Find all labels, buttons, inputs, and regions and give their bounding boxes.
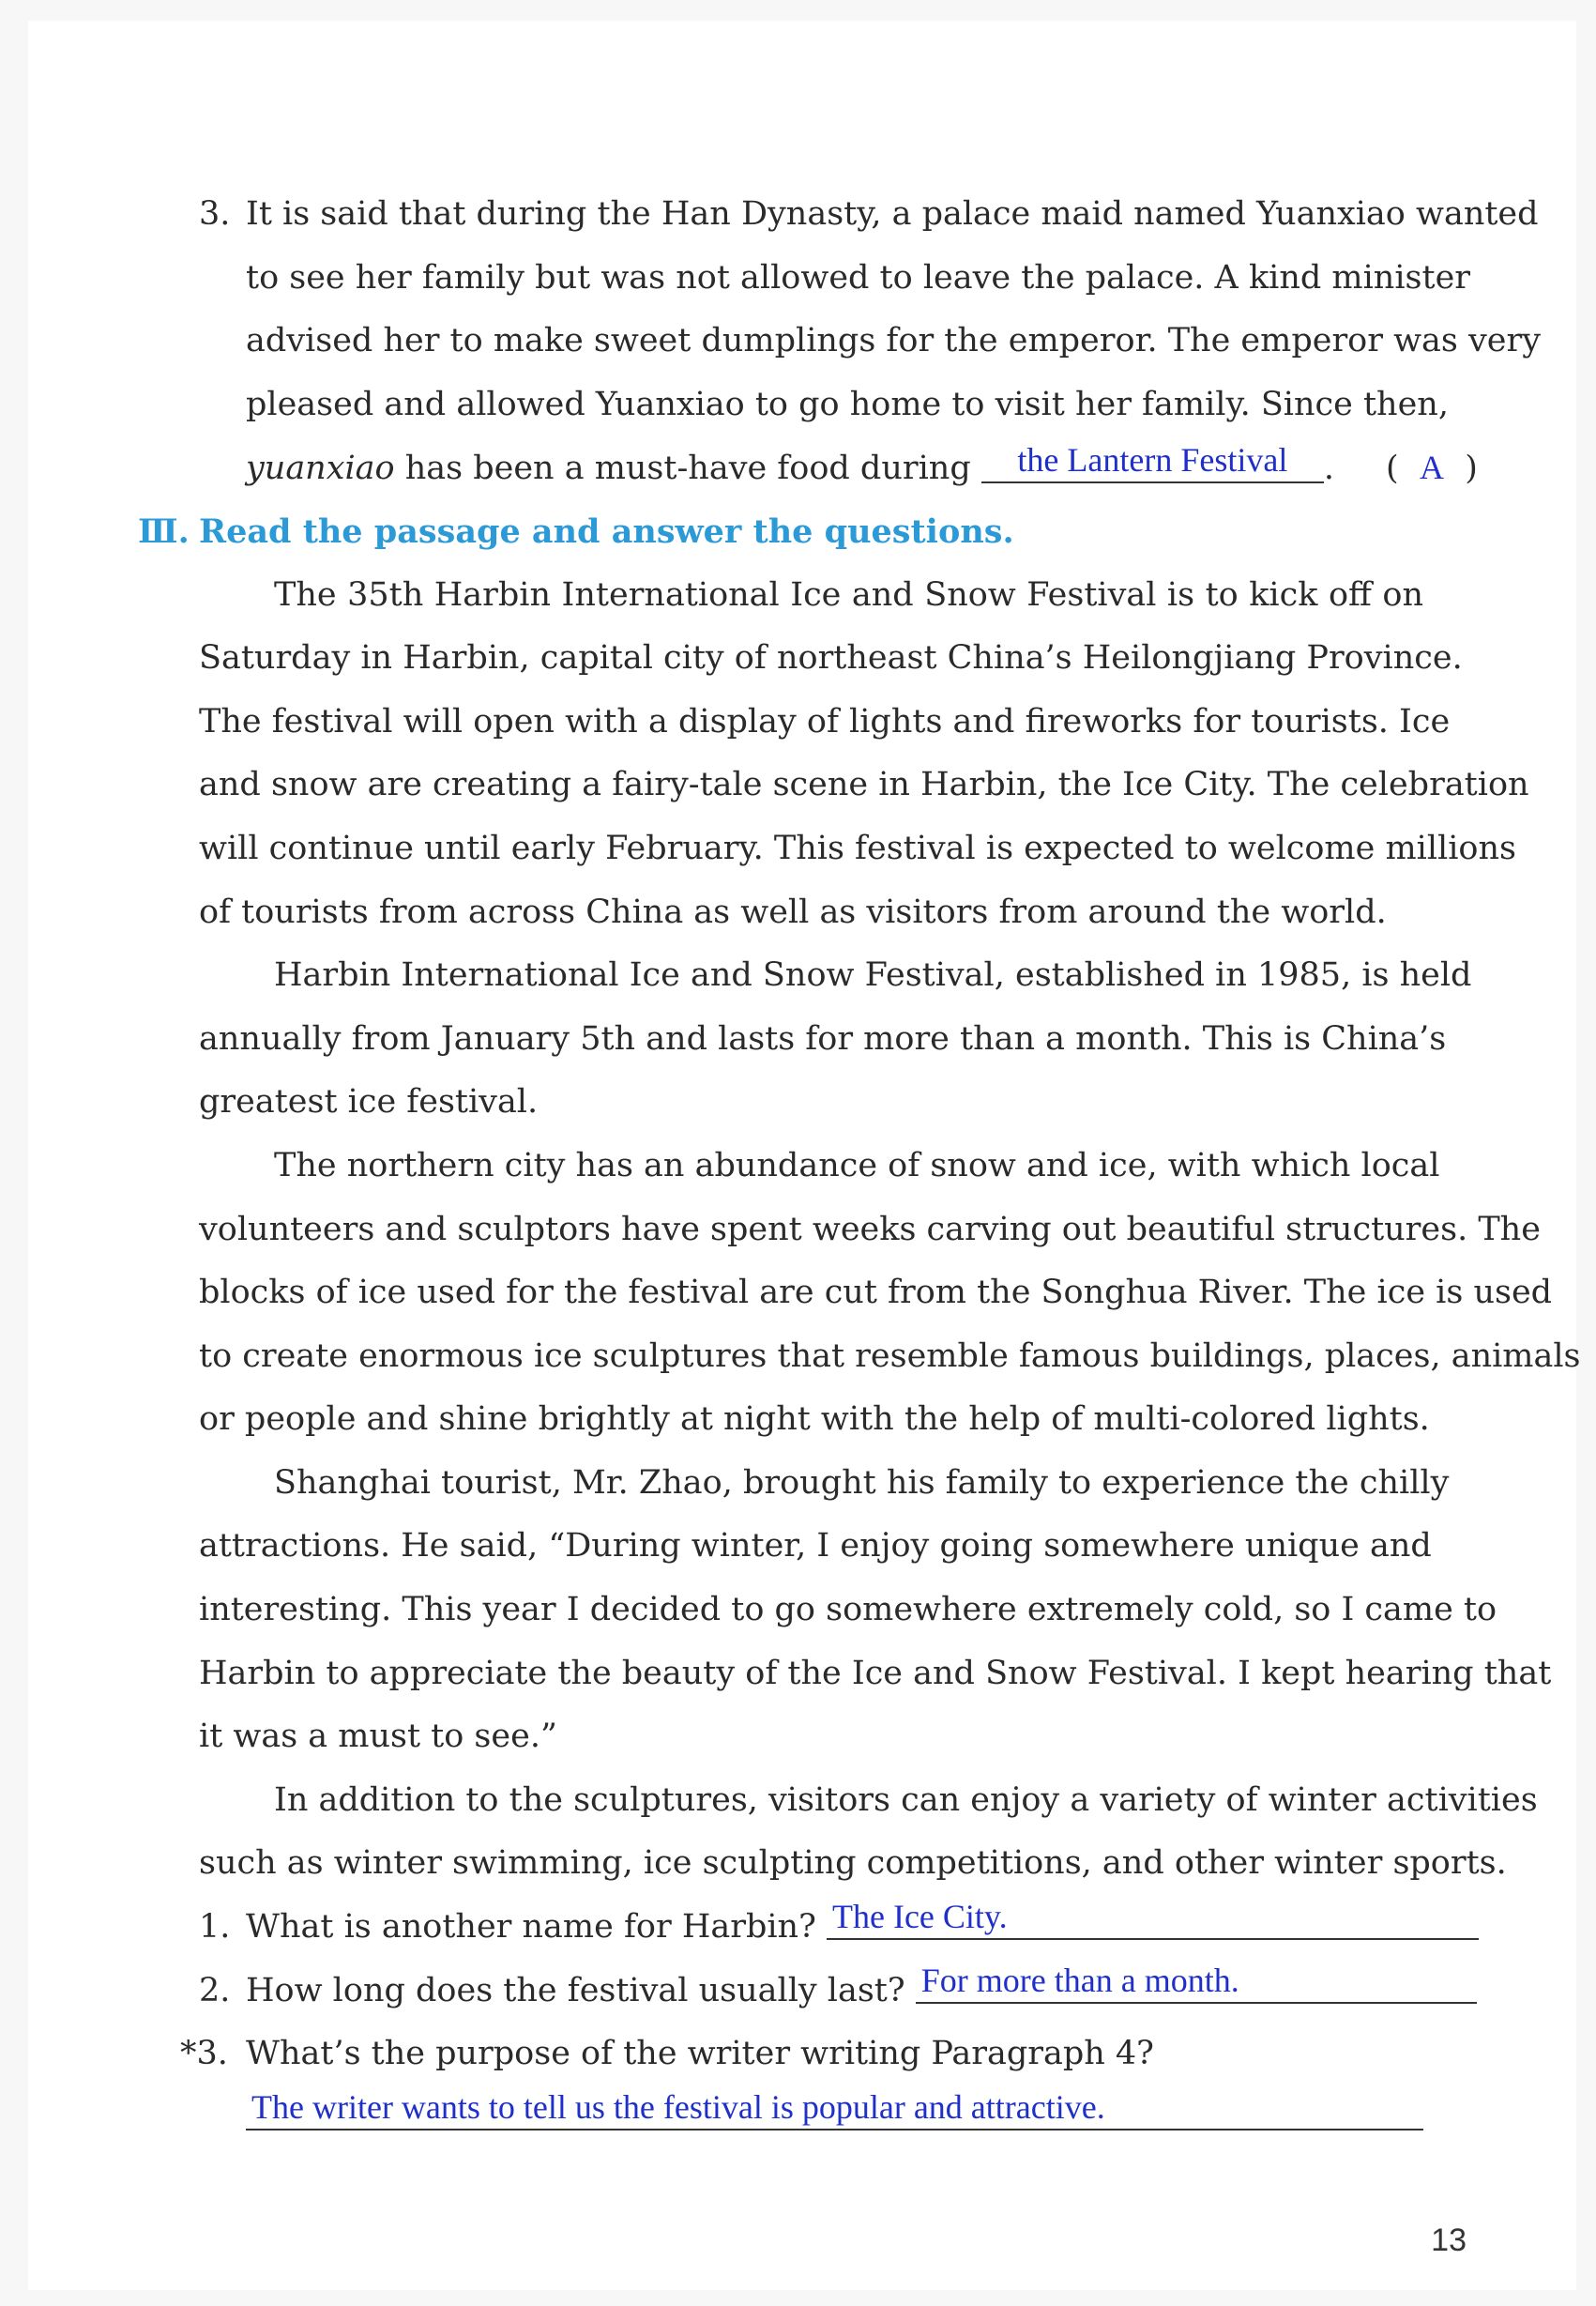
p3-line-3: blocks of ice used for the festival are cut from the Songhua River. The ice is used	[199, 1274, 1553, 1312]
q3-number: 3.	[199, 195, 231, 233]
question-2-number: 2.	[199, 1971, 231, 2009]
question-3-number: *3.	[180, 2035, 228, 2073]
choice-close-paren: )	[1465, 450, 1478, 488]
p4-line-1: Shanghai tourist, Mr. Zhao, brought his family to experience the chilly	[274, 1463, 1450, 1502]
question-1	[199, 1896, 1423, 1960]
p3-line-5: or people and shine brightly at night with the help of multi-colored lights.	[199, 1400, 1430, 1439]
section-roman-numeral: Ⅲ.	[138, 512, 190, 551]
p3-line-2: volunteers and sculptors have spent weeks carving out beautiful structures. The	[199, 1210, 1541, 1248]
q3-italic-word: yuanxiao	[246, 450, 395, 488]
p1-line-1: The 35th Harbin International Ice and Snow Festival is to kick off on	[274, 575, 1423, 614]
p1-line-3: The festival will open with a display of lights and fireworks for tourists. Ice	[199, 702, 1451, 741]
q3-choice[interactable]	[1386, 450, 1478, 487]
q3-text-1: It is said that during the Han Dynasty, a palace maid named Yuanxiao wanted	[246, 195, 1539, 233]
p5-line-1: In addition to the sculptures, visitors can enjoy a variety of winter activities	[274, 1780, 1538, 1819]
question-1-number: 1.	[199, 1908, 231, 1947]
p1-line-2: Saturday in Harbin, capital city of northeast China’s Heilongjiang Province.	[199, 639, 1463, 678]
p3-line-1: The northern city has an abundance of snow and ice, with which local	[274, 1146, 1440, 1184]
q3-line-1	[199, 183, 1539, 247]
q3-blank[interactable]	[981, 439, 1324, 483]
q3-line-5	[199, 436, 1478, 500]
p2-line-1: Harbin International Ice and Snow Festival, established in 1985, is held	[274, 956, 1472, 995]
question-3	[180, 2023, 1423, 2086]
question-3-answer: The writer wants to tell us the festival is popular and attractive.	[251, 2087, 1105, 2126]
question-2	[199, 1960, 1423, 2023]
q3-choice-answer: A	[1419, 449, 1444, 487]
p5-line-2: such as winter swimming, ice sculpting competitions, and other winter sports.	[199, 1844, 1507, 1883]
question-3-answer-line[interactable]	[246, 2086, 1423, 2130]
question-1-answer-line[interactable]	[827, 1896, 1479, 1940]
question-2-text: How long does the festival usually last?	[246, 1971, 905, 2009]
p2-line-2: annually from January 5th and lasts for more than a month. This is China’s	[199, 1019, 1447, 1058]
page-number: 13	[1431, 2222, 1467, 2258]
section-title: Read the passage and answer the questions.	[199, 512, 1014, 551]
p4-line-2: attractions. He said, “During winter, I enjoy going somewhere unique and	[199, 1527, 1432, 1565]
p1-line-4: and snow are creating a fairy-tale scene in Harbin, the Ice City. The celebration	[199, 766, 1529, 804]
question-2-answer-line[interactable]	[916, 1960, 1477, 2004]
section-heading	[138, 500, 1423, 564]
question-3-answer-row	[199, 2086, 1423, 2150]
q3-blank-answer: the Lantern Festival	[1017, 441, 1288, 480]
p2-line-3: greatest ice festival.	[199, 1083, 539, 1122]
question-1-answer: The Ice City.	[832, 1898, 1008, 1936]
page-content	[138, 183, 1581, 2149]
q3-line-4: pleased and allowed Yuanxiao to go home to visit her family. Since then,	[246, 385, 1449, 423]
p1-line-5: will continue until early February. This festival is expected to welcome millions	[199, 829, 1516, 867]
q3-text-5: has been a must-have food during	[394, 450, 981, 488]
p1-line-6: of tourists from across China as well as visitors from around the world.	[199, 893, 1387, 931]
q3-line-3: advised her to make sweet dumplings for the emperor. The emperor was very	[246, 322, 1542, 360]
p4-line-5: it was a must to see.”	[199, 1718, 557, 1756]
q3-line-2: to see her family but was not allowed to leave the palace. A kind minister	[246, 258, 1471, 297]
choice-open-paren: (	[1386, 450, 1399, 488]
p3-line-4: to create enormous ice sculptures that resemble famous buildings, places, animals	[199, 1336, 1581, 1375]
question-1-text: What is another name for Harbin?	[246, 1908, 816, 1947]
p4-line-4: Harbin to appreciate the beauty of the Ice and Snow Festival. I kept hearing that	[199, 1654, 1552, 1692]
q3-period: .	[1323, 450, 1335, 488]
question-2-answer: For more than a month.	[920, 1961, 1239, 1999]
question-3-text: What’s the purpose of the writer writing Paragraph 4?	[246, 2035, 1154, 2073]
p4-line-3: interesting. This year I decided to go somewhere extremely cold, so I came to	[199, 1591, 1497, 1629]
